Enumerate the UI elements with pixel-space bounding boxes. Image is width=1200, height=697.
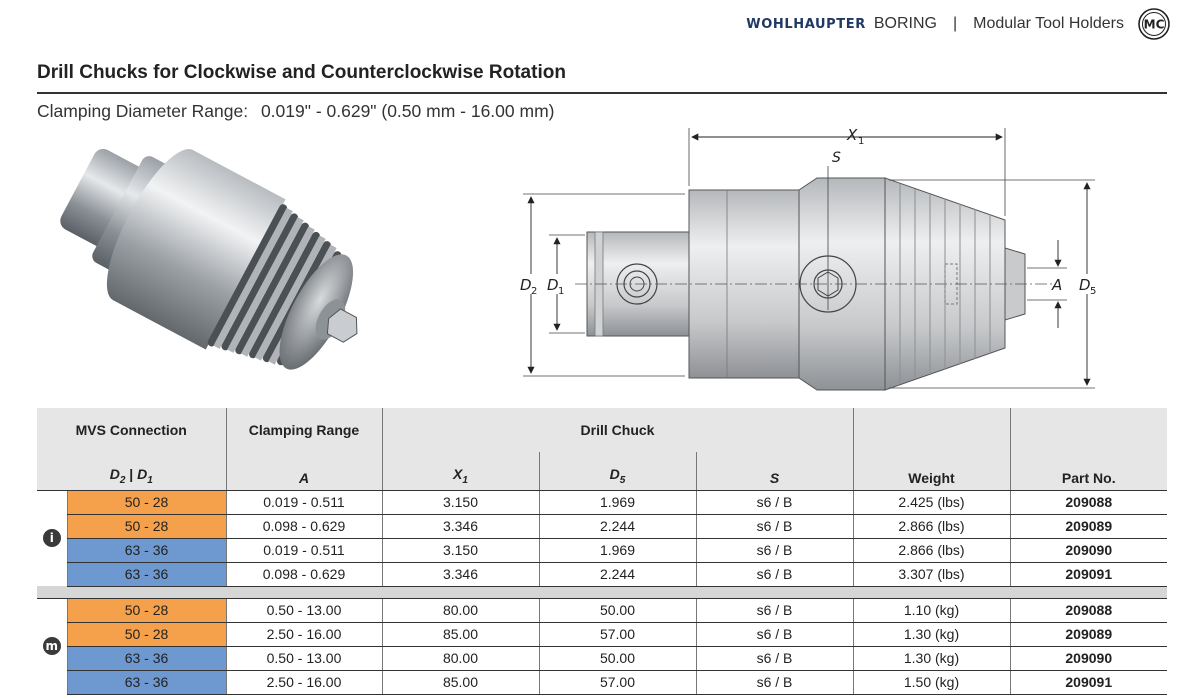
clamping-range-value: 0.019" - 0.629" (0.50 mm - 16.00 mm) — [260, 101, 555, 121]
d5-cell: 50.00 — [539, 646, 696, 670]
drill-chuck-photo — [48, 125, 408, 400]
connection-cell: 50 - 28 — [67, 490, 226, 514]
brand-bar — [746, 9, 1170, 39]
part-no-cell: 209088 — [1010, 490, 1167, 514]
clamping-range-line — [37, 101, 554, 122]
table-row — [37, 598, 1167, 622]
category-name: Modular Tool Holders — [973, 15, 1124, 32]
connection-cell: 63 - 36 — [67, 670, 226, 694]
metric-unit-badge-icon: m — [43, 637, 61, 655]
d5-label: D — [1079, 276, 1091, 294]
drill-chuck-drawing — [515, 120, 1115, 400]
header-weight-spacer — [853, 408, 1010, 452]
a-label: A — [1052, 276, 1063, 294]
table-row — [37, 562, 1167, 586]
part-no-cell: 209088 — [1010, 598, 1167, 622]
part-no-cell: 209090 — [1010, 646, 1167, 670]
weight-cell: 1.50 (kg) — [853, 670, 1010, 694]
subheader-x1: $X_1$ — [382, 452, 539, 490]
d5-cell: 50.00 — [539, 598, 696, 622]
s-cell: s6 / B — [696, 646, 853, 670]
clamping-range-label: Clamping Diameter Range: — [37, 101, 249, 121]
d2-label-sub: 2 — [531, 286, 538, 297]
x1-label: X — [847, 126, 858, 144]
weight-cell: 2.866 (lbs) — [853, 514, 1010, 538]
subheader-part-no: Part No. — [1010, 452, 1167, 490]
header-drill-chuck: Drill Chuck — [382, 408, 853, 452]
weight-cell: 2.425 (lbs) — [853, 490, 1010, 514]
s-cell: s6 / B — [696, 538, 853, 562]
connection-cell: 50 - 28 — [67, 514, 226, 538]
table-row — [37, 670, 1167, 694]
subheader-d5: $D_5$ — [539, 452, 696, 490]
part-no-cell: 209090 — [1010, 538, 1167, 562]
d5-cell: 57.00 — [539, 622, 696, 646]
weight-cell: 3.307 (lbs) — [853, 562, 1010, 586]
table-row — [37, 646, 1167, 670]
x1-cell: 3.150 — [382, 490, 539, 514]
connection-cell: 50 - 28 — [67, 622, 226, 646]
inch-rows — [37, 490, 1167, 586]
logo-text: MC — [1143, 17, 1165, 32]
part-no-cell: 209091 — [1010, 670, 1167, 694]
x1-cell: 80.00 — [382, 598, 539, 622]
d5-cell: 2.244 — [539, 562, 696, 586]
clamping-range-cell: 0.019 - 0.511 — [226, 538, 382, 562]
subheader-weight: Weight — [853, 452, 1010, 490]
x1-cell: 3.150 — [382, 538, 539, 562]
part-no-cell: 209089 — [1010, 622, 1167, 646]
clamping-range-cell: 2.50 - 16.00 — [226, 622, 382, 646]
part-no-cell: 209091 — [1010, 562, 1167, 586]
clamping-range-cell: 2.50 - 16.00 — [226, 670, 382, 694]
clamping-range-cell: 0.50 - 13.00 — [226, 646, 382, 670]
header-mvs-connection: MVS Connection — [37, 408, 226, 452]
s-cell: s6 / B — [696, 562, 853, 586]
d5-label-sub: 5 — [1090, 286, 1097, 297]
page-title: Drill Chucks for Clockwise and Counterclockwise Rotation — [37, 62, 566, 83]
header-part-spacer — [1010, 408, 1167, 452]
clamping-range-cell: 0.019 - 0.511 — [226, 490, 382, 514]
s-cell: s6 / B — [696, 622, 853, 646]
header-clamping-range: Clamping Range — [226, 408, 382, 452]
clamping-range-cell: 0.50 - 13.00 — [226, 598, 382, 622]
table-row — [37, 538, 1167, 562]
table-separator — [37, 586, 1167, 598]
inch-unit-badge — [37, 490, 67, 586]
connection-cell: 63 - 36 — [67, 562, 226, 586]
d2-label: D — [520, 276, 532, 294]
x1-cell: 3.346 — [382, 514, 539, 538]
d5-cell: 1.969 — [539, 490, 696, 514]
mc-logo-icon — [1138, 8, 1170, 40]
subheader-s: S — [696, 452, 853, 490]
subheader-a: A — [226, 452, 382, 490]
brand-name: WOHLHAUPTER — [746, 16, 866, 32]
s-cell: s6 / B — [696, 598, 853, 622]
table-row — [37, 514, 1167, 538]
table-row — [37, 622, 1167, 646]
clamping-range-cell: 0.098 - 0.629 — [226, 562, 382, 586]
d5-cell: 1.969 — [539, 538, 696, 562]
part-no-cell: 209089 — [1010, 514, 1167, 538]
metric-unit-badge — [37, 598, 67, 694]
connection-cell: 63 - 36 — [67, 646, 226, 670]
s-cell: s6 / B — [696, 670, 853, 694]
metric-rows — [37, 598, 1167, 694]
header-separator: | — [952, 15, 958, 32]
spec-table — [37, 408, 1167, 695]
x1-label-sub: 1 — [858, 136, 865, 147]
d1-label-sub: 1 — [558, 286, 565, 297]
weight-cell: 1.30 (kg) — [853, 622, 1010, 646]
x1-cell: 80.00 — [382, 646, 539, 670]
section-name: BORING — [873, 15, 937, 32]
clamping-range-cell: 0.098 - 0.629 — [226, 514, 382, 538]
s-label: S — [832, 150, 841, 166]
x1-cell: 3.346 — [382, 562, 539, 586]
x1-cell: 85.00 — [382, 622, 539, 646]
inch-unit-badge-icon: i — [43, 529, 61, 547]
d1-label: D — [547, 276, 559, 294]
s-cell: s6 / B — [696, 514, 853, 538]
weight-cell: 2.866 (lbs) — [853, 538, 1010, 562]
title-rule — [37, 92, 1167, 94]
weight-cell: 1.30 (kg) — [853, 646, 1010, 670]
table-row — [37, 490, 1167, 514]
d5-cell: 2.244 — [539, 514, 696, 538]
x1-cell: 85.00 — [382, 670, 539, 694]
subheader-d2-d1: $D_2$ | $D_1$ — [37, 452, 226, 490]
connection-cell: 50 - 28 — [67, 598, 226, 622]
s-cell: s6 / B — [696, 490, 853, 514]
weight-cell: 1.10 (kg) — [853, 598, 1010, 622]
d5-cell: 57.00 — [539, 670, 696, 694]
connection-cell: 63 - 36 — [67, 538, 226, 562]
